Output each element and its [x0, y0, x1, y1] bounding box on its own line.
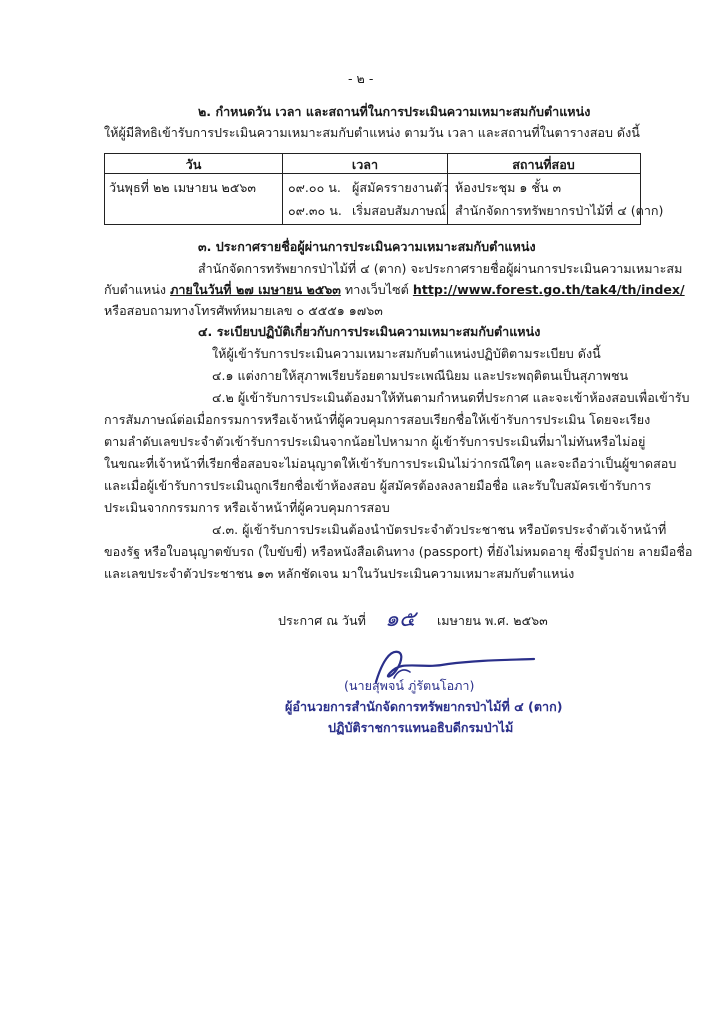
table-cell-activity: ผู้สมัครรายงานตัว	[352, 180, 449, 195]
section3-line1: สำนักจัดการทรัพยากรป่าไม้ที่ ๔ (ตาก) จะประกาศรายชื่อผู้ผ่านการประเมินความเหมาะสม	[198, 261, 683, 276]
announce-date: ภายในวันที่ ๒๗ เมษายน ๒๕๖๓	[170, 282, 341, 297]
signer-title: ผู้อำนวยการสำนักจัดการทรัพยากรป่าไม้ที่ ๔ (ตาก)	[285, 699, 563, 714]
section4-item3-line: และเลขประจำตัวประชาชน ๑๓ หลักชัดเจน มาในวันประเมินความเหมาะสมกับตำแหน่ง	[104, 566, 575, 581]
table-cell-day: วันพุธที่ ๒๒ เมษายน ๒๕๖๓	[109, 180, 256, 195]
section4-item3-line: ของรัฐ หรือใบอนุญาตขับรถ (ใบขับขี่) หรือหนังสือเดินทาง (passport) ที่ยังไม่หมดอายุ ซึ่งมีรูปถ่าย ลายมือชื่อ	[104, 544, 693, 559]
signer-acting: ปฏิบัติราชการแทนอธิบดีกรมป่าไม้	[328, 720, 514, 735]
section2-heading: ๒. กำหนดวัน เวลา และสถานที่ในการประเมินความเหมาะสมกับตำแหน่ง	[198, 104, 591, 119]
section3-line2-mid: ทางเว็บไซต์	[344, 282, 409, 297]
section4-item2-line: ประเมินจากกรรมการ หรือเจ้าหน้าที่ผู้ควบคุมการสอบ	[104, 500, 390, 515]
section4-item2-line: การสัมภาษณ์ต่อเมื่อกรรมการหรือเจ้าหน้าที่ผู้ควบคุมการสอบเรียกชื่อให้เข้ารับการประเมิน โดยจะเรียง	[104, 412, 651, 427]
section4-item3-line: ๔.๓. ผู้เข้ารับการประเมินต้องนำบัตรประจำตัวประชาชน หรือบัตรประจำตัวเจ้าหน้าที่	[212, 522, 667, 537]
table-header-time: เวลา	[351, 157, 379, 172]
table-cell-place: ห้องประชุม ๑ ชั้น ๓	[455, 180, 562, 195]
table-cell-time: ๐๙.๓๐ น.	[288, 203, 342, 218]
section3-line2-prefix: กับตำแหน่ง	[104, 282, 167, 297]
website-link[interactable]: http://www.forest.go.th/tak4/th/index/	[412, 282, 685, 297]
section2-intro: ให้ผู้มีสิทธิเข้ารับการประเมินความเหมาะสมกับตำแหน่ง ตามวัน เวลา และสถานที่ในตารางสอบ ดังนี้	[104, 125, 640, 140]
table-header-place: สถานที่สอบ	[512, 157, 575, 172]
schedule-table	[104, 153, 664, 225]
section3-heading: ๓. ประกาศรายชื่อผู้ผ่านการประเมินความเหมาะสมกับตำแหน่ง	[198, 239, 536, 254]
section4-intro: ให้ผู้เข้ารับการประเมินความเหมาะสมกับตำแหน่งปฏิบัติตามระเบียบ ดังนี้	[212, 346, 601, 361]
handwritten-day: ๑๕	[385, 607, 416, 632]
section3-line2	[104, 281, 685, 299]
section4-item2-line: ตามลำดับเลขประจำตัวเข้ารับการประเมินจากน้อยไปหามาก ผู้เข้ารับการประเมินที่มาไม่ทันหรือไม่อยู่	[104, 434, 646, 449]
table-cell-time: ๐๙.๐๐ น.	[288, 180, 341, 195]
signer-name: (นายสุพจน์ ภู่รัตนโอภา)	[344, 678, 475, 693]
announce-suffix: เมษายน พ.ศ. ๒๕๖๓	[437, 613, 548, 628]
section4-item2-line: ๔.๒ ผู้เข้ารับการประเมินต้องมาให้ทันตามกำหนดที่ประกาศ และจะเข้าห้องสอบเพื่อเข้ารับ	[212, 390, 690, 405]
page-number: - ๒ -	[348, 71, 374, 86]
table-header-day: วัน	[185, 157, 202, 172]
table-cell-activity: เริ่มสอบสัมภาษณ์	[352, 203, 446, 218]
section4-item2-line: ในขณะที่เจ้าหน้าที่เรียกชื่อสอบจะไม่อนุญาตให้เข้ารับการประเมินไม่ว่ากรณีใดๆ และจะถือว่าเป็นผู้ขาดสอบ	[104, 456, 677, 471]
section4-heading: ๔. ระเบียบปฏิบัติเกี่ยวกับการประเมินความเหมาะสมกับตำแหน่ง	[198, 324, 541, 339]
section4-item1: ๔.๑ แต่งกายให้สุภาพเรียบร้อยตามประเพณีนิยม และประพฤติตนเป็นสุภาพชน	[212, 368, 629, 383]
section4-item2-line: และเมื่อผู้เข้ารับการประเมินถูกเรียกชื่อเข้าห้องสอบ ผู้สมัครต้องลงลายมือชื่อ และรับใบสมัครเข้ารับการ	[104, 478, 652, 493]
section3-line3: หรือสอบถามทางโทรศัพท์หมายเลข ๐ ๕๕๕๑ ๑๗๖๓	[104, 303, 383, 318]
announce-prefix: ประกาศ ณ วันที่	[278, 613, 366, 628]
table-cell-place: สำนักจัดการทรัพยากรป่าไม้ที่ ๔ (ตาก)	[455, 203, 664, 218]
